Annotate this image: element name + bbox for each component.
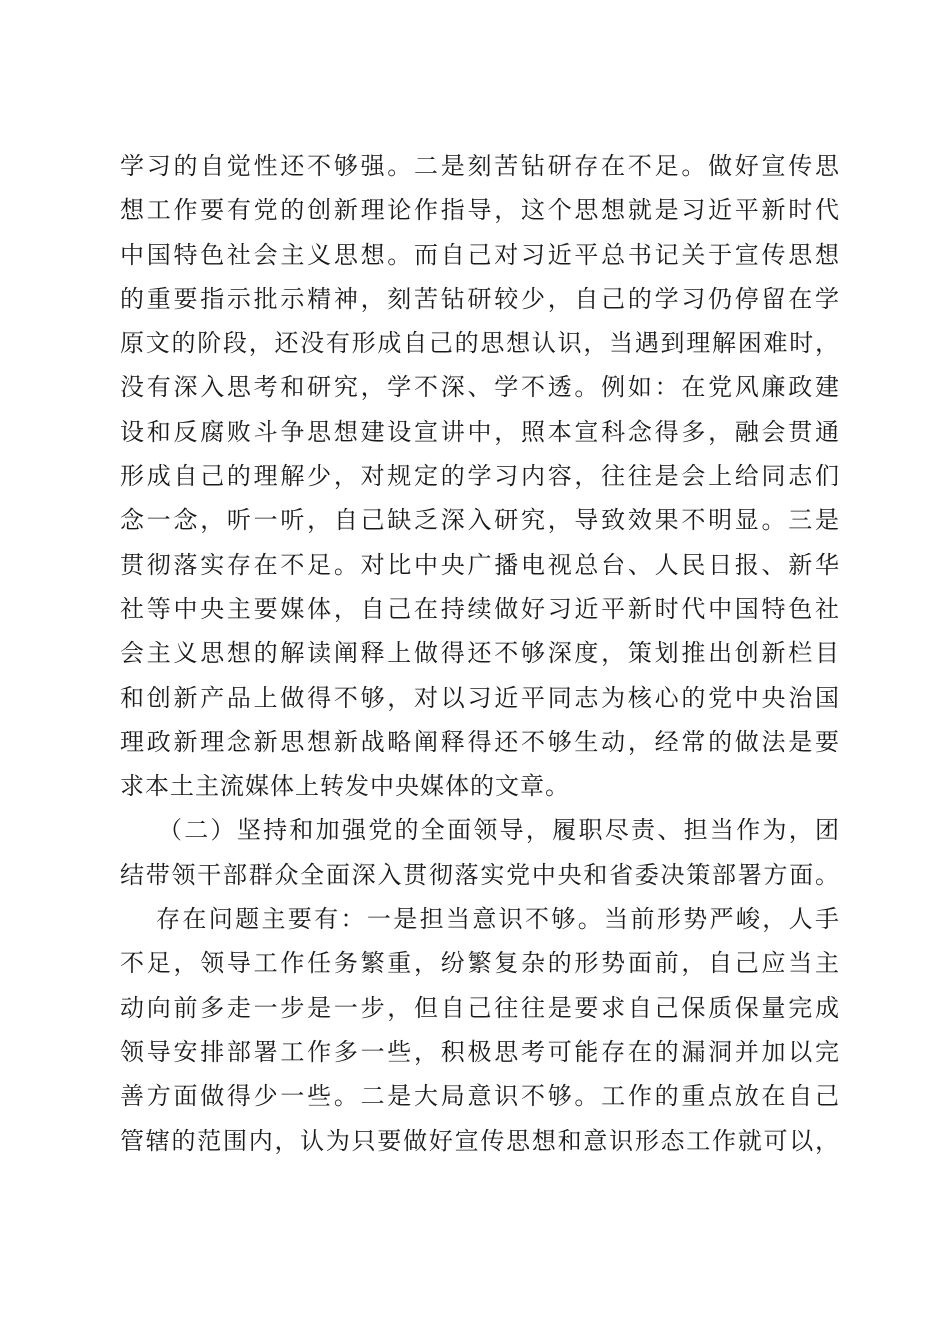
text-line: 动向前多走一步是一步，但自己往往是要求自己保质保量完成 [120, 993, 840, 1022]
text-line: 设和反腐败斗争思想建设宣讲中，照本宣科念得多，融会贯通 [120, 417, 840, 446]
text-line: 不足，领导工作任务繁重，纷繁复杂的形势面前，自己应当主 [120, 949, 840, 978]
text-line: 念一念，听一听，自己缺乏深入研究，导致效果不明显。三是 [120, 506, 840, 535]
body-text [120, 144, 840, 1163]
text-line: 没有深入思考和研究，学不深、学不透。例如：在党风廉政建 [120, 373, 840, 402]
text-line: 形成自己的理解少，对规定的学习内容，往往是会上给同志们 [120, 462, 840, 491]
text-line: 善方面做得少一些。二是大局意识不够。工作的重点放在自己 [120, 1082, 840, 1111]
text-line: 会主义思想的解读阐释上做得还不够深度，策划推出创新栏目 [120, 639, 840, 668]
text-line: 想工作要有党的创新理论作指导，这个思想就是习近平新时代 [120, 196, 840, 225]
text-line: 社等中央主要媒体，自己在持续做好习近平新时代中国特色社 [120, 594, 840, 623]
text-line: 中国特色社会主义思想。而自己对习近平总书记关于宣传思想 [120, 240, 840, 269]
text-line: 理政新理念新思想新战略阐释得还不够生动，经常的做法是要 [120, 727, 840, 756]
text-line: 和创新产品上做得不够，对以习近平同志为核心的党中央治国 [120, 683, 840, 712]
text-line: 求本土主流媒体上转发中央媒体的文章。 [120, 772, 570, 801]
section-heading-line: 结带领干部群众全面深入贯彻落实党中央和省委决策部署方面。 [120, 860, 840, 889]
text-line: 贯彻落实存在不足。对比中央广播电视总台、人民日报、新华 [120, 550, 840, 579]
section-heading-line: （二）坚持和加强党的全面领导，履职尽责、担当作为，团 [158, 816, 840, 845]
text-line: 领导安排部署工作多一些，积极思考可能存在的漏洞并加以完 [120, 1037, 840, 1066]
text-line: 原文的阶段，还没有形成自己的思想认识，当遇到理解困难时， [120, 329, 840, 358]
text-line: 的重要指示批示精神，刻苦钻研较少，自己的学习仍停留在学 [120, 284, 840, 313]
text-line: 管辖的范围内，认为只要做好宣传思想和意识形态工作就可以， [120, 1126, 840, 1155]
text-line: 学习的自觉性还不够强。二是刻苦钻研存在不足。做好宣传思 [120, 152, 840, 180]
text-line: 存在问题主要有：一是担当意识不够。当前形势严峻，人手 [156, 905, 840, 934]
